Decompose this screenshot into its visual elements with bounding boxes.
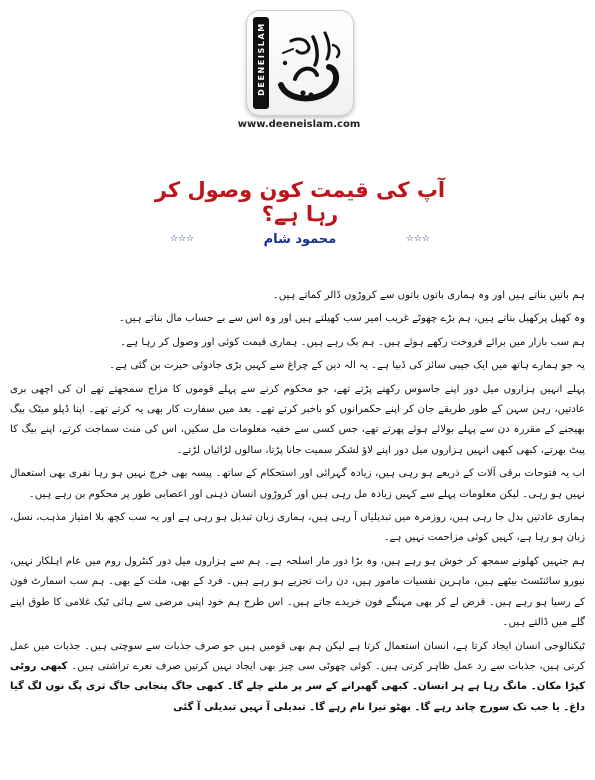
paragraph-3: ہم سب بازار میں برائے فروخت رکھے ہوئے ہیں۔ ہم بک رہے ہیں۔ ہماری قیمت کوئی اور وصول کر رہا ہے۔ [120, 336, 585, 348]
site-logo[interactable] [224, 6, 374, 134]
logo-tile [246, 10, 354, 116]
article-title: آپ کی قیمت کون وصول کر رہا ہے؟ [154, 178, 446, 226]
paragraph-1: ہم باتیں بناتے ہیں اور وہ ہماری باتوں باتوں سے کروڑوں ڈالر کماتے ہیں۔ [272, 290, 585, 301]
article-body [10, 286, 585, 721]
paragraph-4: یہ جو ہمارے ہاتھ میں ایک جیبی سائز کی ڈبیا ہے۔ یہ الہ دین کے چراغ سے کہیں بڑی جادوئی حیرت بن گئی ہے۔ [109, 360, 585, 372]
paragraph-9-text: ٹیکنالوجی انسان ایجاد کرتا ہے، انسان استعمال کرتا ہے لیکن ہم بھی قومیں ہیں جو صرف جذبات سے سوچتی ہیں۔ جذبات میں عمل کرتی ہیں، جذبات سے رد عمل ظاہر کرتی ہیں۔ کوئی چھوٹی سی چیز بھی ایجاد نہیں کرتیں صرف نعرے تراشتی ہیں۔ [10, 640, 585, 672]
star-decoration-right-icon: ☆☆☆ [405, 234, 430, 244]
author-row [170, 228, 430, 250]
paragraph-2: وہ کھیل پرکھیل بناتے ہیں، ہم بڑے چھوٹے غریب امیر سب کھیلتے ہیں اور وہ اس سے بے حساب مال بناتے ہیں۔ [118, 313, 585, 325]
paragraph-8: ہم جنہیں کھلونے سمجھ کر خوش ہو رہے ہیں، وہ بڑا دور مار اسلحہ ہے۔ ہم سے ہزاروں میل دور کنٹرول روم میں عام اہلکار نہیں، نیورو سائنٹسٹ بیٹھے ہیں، ماہرین نفسیات مامور ہیں، دن رات تجزیے ہو رہے ہیں۔ فرد کے بھی، ملت کے بھی۔ ہم سب اسمارٹ فون کے رسیا ہو رہے ہیں۔ قرض لے کر بھی مہنگے فون خریدے جاتے ہیں۔ اس طرح ہم خود اپنی مرضی سے ہائی ٹیک غلامی کا طوق اپنے گلے میں ڈالتے ہیں۔ [10, 555, 585, 629]
calligraphy-logo-icon [273, 23, 349, 105]
paragraph-6: اب یہ فتوحات برقی آلات کے ذریعے ہو رہی ہیں، زیادہ گہرائی اور استحکام کے ساتھ۔ پیسہ بھی خرچ نہیں ہو رہا نفری بھی استعمال نہیں ہو رہی۔ لیکن معلومات پہلے سے کہیں زیادہ مل رہی ہیں اور کروڑوں انسان ذہنی اور اعصابی طور پر محکوم بن رہے ہیں۔ [10, 468, 585, 500]
logo-strip-text: DEENEISLAM [257, 22, 266, 96]
site-url[interactable]: www.deeneislam.com [237, 119, 361, 130]
paragraph-9 [10, 637, 585, 719]
star-decoration-left-icon: ☆☆☆ [170, 234, 195, 244]
slogans-bold-text: کبھی روٹی کپڑا مکان۔ مانگ رہا ہے ہر انسان۔ کبھی گھبرانے کے سر پر ملنے چلے گا۔ کبھی جاگ پنجابی جاگ تری پگ نوں لگ گیا داغ۔ یا جب تک سورج چاند رہے گا۔ بھٹو تیرا نام رہے گا۔ تبدیلی آ نہیں تبدیلی آ گئی [10, 660, 585, 713]
author-name: محمود شام [263, 231, 337, 247]
paragraph-5: پہلے انہیں ہزاروں میل دور اپنے جاسوس رکھنے پڑتے تھے، جو محکوم کرنے سے پہلے قوموں کا مزاج سمجھتے تھے ان کی اچھی بری عادتیں، رہن سہن کے طور طریقے جان کر اپنے حکمرانوں کو باخبر کرتے تھے۔ بعد میں سفارت کار بھی یہ کرتے تھے۔ اپنا ڈپلو میٹک بیگ بھیجنے کے مقررہ دن سے پہلے بولائے ہوئے پھرتے تھے، جس کسی سے خفیہ معلومات مل سکیں، اس کی منت سماجت کرتے، اپنے بیگ کا پیٹ بھرتے، کبھی کبھی انہیں ہزاروں میل دور اپنے لاؤ لشکر سمیت جانا پڑتا، سالوں لڑائیاں لڑتے۔ [10, 383, 585, 456]
logo-strip [253, 17, 269, 109]
paragraph-7: ہماری عادتیں بدل جا رہی ہیں، روزمرہ میں تبدیلیاں آ رہی ہیں، ہماری زبان تبدیل ہو رہی ہے اور یہ سب کچھ بلا امتیاز مذہب، نسل، زبان ہو رہا ہے، کہیں کوئی مزاحمت نہیں ہے۔ [10, 512, 585, 544]
